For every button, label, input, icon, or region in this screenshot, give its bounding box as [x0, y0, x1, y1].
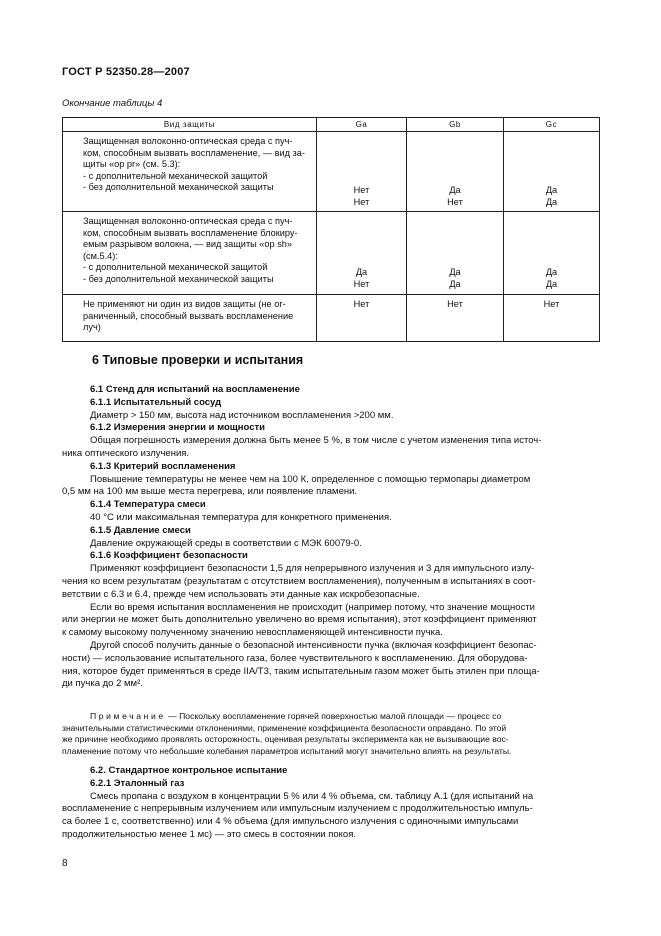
note-block: [62, 711, 600, 757]
note-line: значительными статистическими отклонениями, применение коэффициента безопасности оправдано. По этой: [62, 722, 507, 733]
paragraph-line: ника оптического излучения.: [62, 447, 190, 459]
column-header: Gb: [407, 118, 504, 132]
column-header: Gc: [504, 118, 600, 132]
paragraph-line: Общая погрешность измерения должна быть менее 5 %, в том числе с учетом изменения типа источ-: [90, 435, 542, 447]
table-caption: Окончание таблицы 4: [62, 98, 163, 109]
cell-gc: Да Да: [504, 132, 600, 212]
cell-ga: Да Нет: [317, 212, 407, 295]
subsection-heading: 6.1.2 Измерения энергии и мощности: [90, 422, 265, 434]
paragraph-line: Смесь пропана с воздухом в концентрации 5 % или 4 % объема, см. таблицу А.1 (для испытаний на: [90, 790, 534, 802]
row-description: Защищенная волоконно-оптическая среда с пуч- ком, способным вызвать воспламенение блокиру- емым разрывом волокна, — вид защиты «op sh» (см.5.4): - с дополнительной механической защитой - без дополнительной механической защиты: [63, 212, 317, 295]
paragraph-line: Повышение температуры не менее чем на 100 К, определенное с помощью термопары диаметром: [90, 473, 531, 485]
cell-ga: Нет: [317, 295, 407, 342]
subsection-heading: 6.1.5 Давление смеси: [90, 524, 191, 536]
table-row: [63, 295, 600, 342]
table-row: [63, 212, 600, 295]
subsection-heading: 6.2.1 Эталонный газ: [90, 777, 185, 789]
section-body-2: [62, 765, 600, 842]
subsection-heading: 6.1.3 Критерий воспламенения: [90, 460, 236, 472]
paragraph: 40 °С или максимальная температура для конкретного применения.: [90, 511, 392, 523]
subsection-heading: 6.1.6 Коэффициент безопасности: [90, 550, 248, 562]
subsection-heading: 6.1 Стенд для испытаний на воспламенение: [90, 384, 300, 395]
paragraph-line: са более 1 с, соответственно) или 4 % объема (для импульсного излучения с одиночными импульсами: [62, 816, 519, 828]
cell-gb: Нет: [407, 295, 504, 342]
paragraph-line: Применяют коэффициент безопасности 1,5 для непрерывного излучения и 3 для импульсного излу-: [90, 563, 535, 575]
column-header: Вид защиты: [63, 118, 317, 132]
cell-gc: Нет: [504, 295, 600, 342]
paragraph-line: ди пучка до 2 мм².: [62, 678, 143, 690]
table-row: [63, 132, 600, 212]
paragraph-line: 0,5 мм на 100 мм выше места перегрева, или появление пламени.: [62, 486, 358, 498]
subsection-heading: 6.2. Стандартное контрольное испытание: [90, 765, 288, 776]
cell-gb: Да Нет: [407, 132, 504, 212]
cell-gb: Да Да: [407, 212, 504, 295]
note-line: же причине необходимо проявлять осторожность, оценивая результаты эксперимента как не вызывающие вос-: [62, 734, 509, 745]
paragraph: Диаметр > 150 мм, высота над источником воспламенения >200 мм.: [90, 409, 394, 421]
document-header: ГОСТ Р 52350.28—2007: [62, 66, 190, 78]
cell-ga: Нет Нет: [317, 132, 407, 212]
paragraph-line: ветствии с 6.3 и 6.4, прежде чем использовать эти данные как искробезопасные.: [62, 588, 420, 600]
subsection-heading: 6.1.4 Температура смеси: [90, 499, 206, 511]
subsection-heading: 6.1.1 Испытательный сосуд: [90, 396, 222, 408]
note-line: пламенение потому что небольшие колебания параметров испытаний могут значительно влиять на результаты.: [62, 745, 512, 756]
row-description: Защищенная волоконно-оптическая среда с пуч- ком, способным вызвать воспламенение, — вид за- щиты «op pr» (см. 5.3): - с дополнительной механической защитой - без дополнительной механической защиты: [63, 132, 317, 212]
paragraph-line: к самому высокому полученному значению невоспламеняющей интенсивности пучка.: [62, 627, 443, 639]
row-description: Не применяют ни один из видов защиты (не ог- раниченный, способный вызвать воспламенение луч): [63, 295, 317, 342]
paragraph-line: ности) — использование испытательного газа, более чувствительного к воспламенению. Для оборудова-: [62, 652, 528, 664]
paragraph-line: ния, которое будет применяться в среде IIA/T3, таким испытательным газом может быть этилен при площа-: [62, 665, 540, 677]
cell-gc: Да Да: [504, 212, 600, 295]
note-text: — Поскольку воспламенение горячей поверхностью малой площади — процесс со: [165, 711, 502, 721]
table-header-row: [63, 118, 600, 132]
paragraph-line: или энергии не может быть дополнительно увеличено во время испытания), этот коэффициент применяют: [62, 614, 537, 626]
section-body: [62, 384, 600, 691]
protection-table: [62, 117, 600, 342]
paragraph-line: Если во время испытания воспламенения не происходит (например потому, что значение мощности: [90, 601, 535, 613]
paragraph-line: воспламенение с непрерывным излучением или импульсным излучением с продолжительностью импуль-: [62, 803, 533, 815]
column-header: Ga: [317, 118, 407, 132]
paragraph-line: Другой способ получить данные о безопасной интенсивности пучка (включая коэффициент безопас-: [90, 639, 537, 651]
note-label: Примечание: [90, 711, 166, 721]
section-title: 6 Типовые проверки и испытания: [92, 353, 304, 367]
page-number: 8: [62, 858, 68, 869]
paragraph: Давление окружающей среды в соответствии с МЭК 60079-0.: [90, 537, 362, 549]
paragraph-line: чения ко всем результатам (результатам с отсутствием воспламенения), полученным в испытаниях в соот-: [62, 575, 536, 587]
paragraph-line: продолжительностью менее 1 мс) — это смесь в состоянии покоя.: [62, 828, 357, 840]
